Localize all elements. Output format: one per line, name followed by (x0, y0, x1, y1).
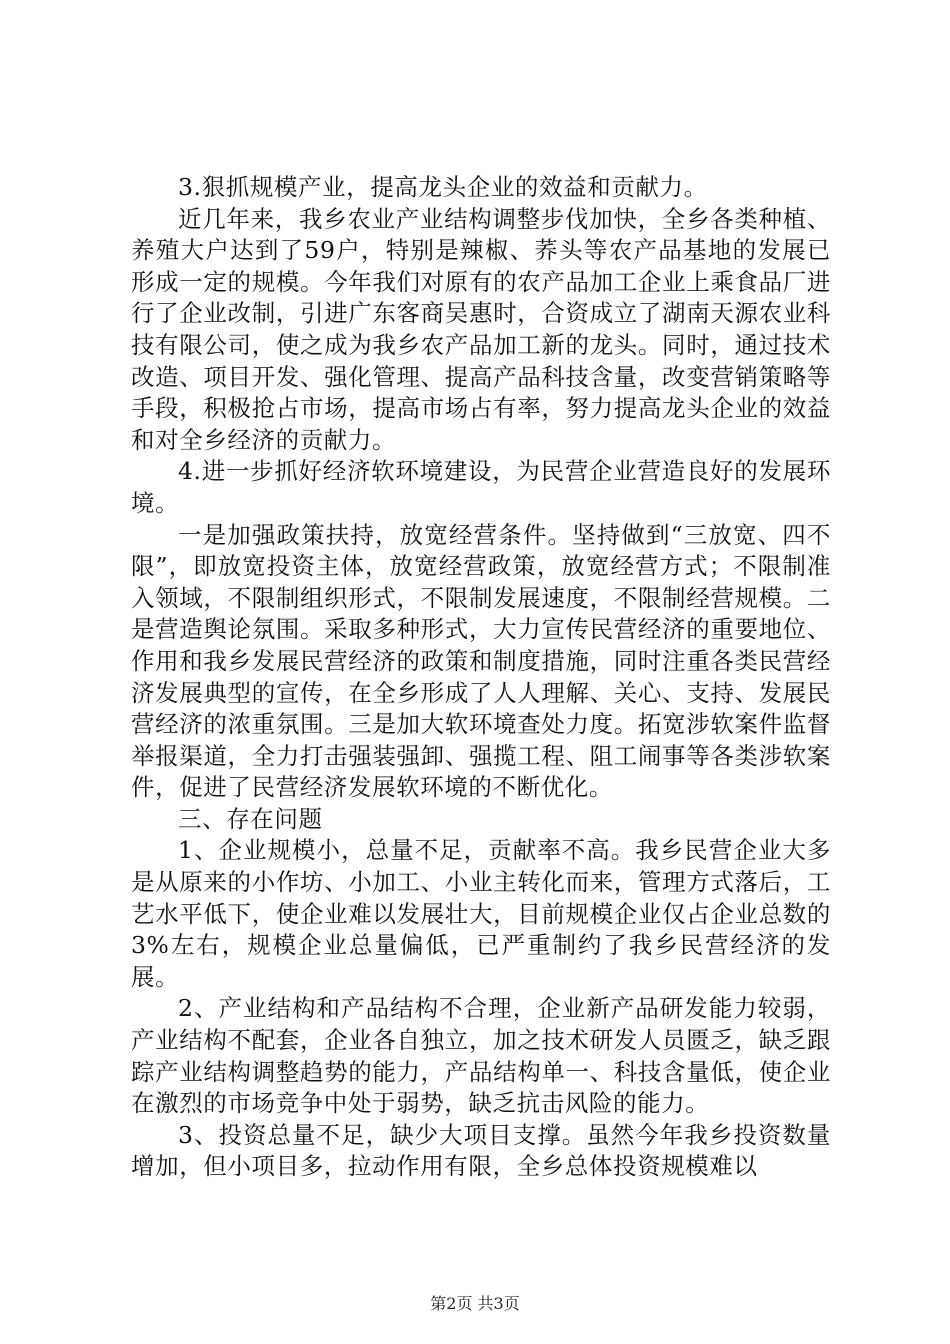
paragraph-problem-3: 3、投资总量不足，缺少大项目支撑。虽然今年我乡投资数量增加，但小项目多，拉动作用有限，全乡总体投资规模难以 (131, 1120, 831, 1181)
paragraph-item-3: 3.狠抓规模产业，提高龙头企业的效益和贡献力。 (178, 173, 708, 201)
document-body (131, 172, 831, 1183)
page-footer (0, 1294, 950, 1314)
paragraph-problem-1: 1、企业规模小，总量不足，贡献率不高。我乡民营企业大多是从原来的小作坊、小加工、小业主转化而来，管理方式落后，工艺水平低下，使企业难以发展壮大，目前规模企业仅占企业总数的3%左右，规模企业总量偏低，已严重制约了我乡民营经济的发展。 (131, 836, 831, 991)
paragraph-leading-enterprises: 近几年来，我乡农业产业结构调整步伐加快，全乡各类种植、养殖大户达到了59户，特别是辣椒、荞头等农产品基地的发展已形成一定的规模。今年我们对原有的农产品加工企业上乘食品厂进行了企业改制，引进广东客商吴惠时，合资成立了湖南天源农业科技有限公司，使之成为我乡农产品加工新的龙头。同时，通过技术改造、项目开发、强化管理、提高产品科技含量，改变营销策略等手段，积极抢占市场，提高市场占有率，努力提高龙头企业的效益和对全乡经济的贡献力。 (131, 204, 831, 454)
paragraph-policy-support: 一是加强政策扶持，放宽经营条件。坚持做到“三放宽、四不限”，即放宽投资主体，放宽经营政策，放宽经营方式；不限制准入领域，不限制组织形式，不限制发展速度，不限制经营规模。二是营造舆论氛围。采取多种形式，大力宣传民营经济的重要地位、作用和我乡发展民营经济的政策和制度措施，同时注重各类民营经济发展典型的宣传，在全乡形成了人人理解、关心、支持、发展民营经济的浓重氛围。三是加大软环境查处力度。拓宽涉软案件监督举报渠道，全力打击强装强卸、强揽工程、阻工闹事等各类涉软案件，促进了民营经济发展软环境的不断优化。 (131, 520, 831, 802)
paragraph-item-4: 4.进一步抓好经济软环境建设，为民营企业营造良好的发展环境。 (131, 457, 831, 517)
page-number-label: 第2页 共3页 (430, 1294, 520, 1313)
paragraph-problem-2: 2、产业结构和产品结构不合理，企业新产品研发能力较弱，产业结构不配套，企业各自独立，加之技术研发人员匮乏，缺乏跟踪产业结构调整趋势的能力，产品结构单一、科技含量低，使企业在激烈的市场竞争中处于弱势，缺乏抗击风险的能力。 (131, 994, 831, 1118)
section-heading-problems: 三、存在问题 (178, 804, 323, 833)
